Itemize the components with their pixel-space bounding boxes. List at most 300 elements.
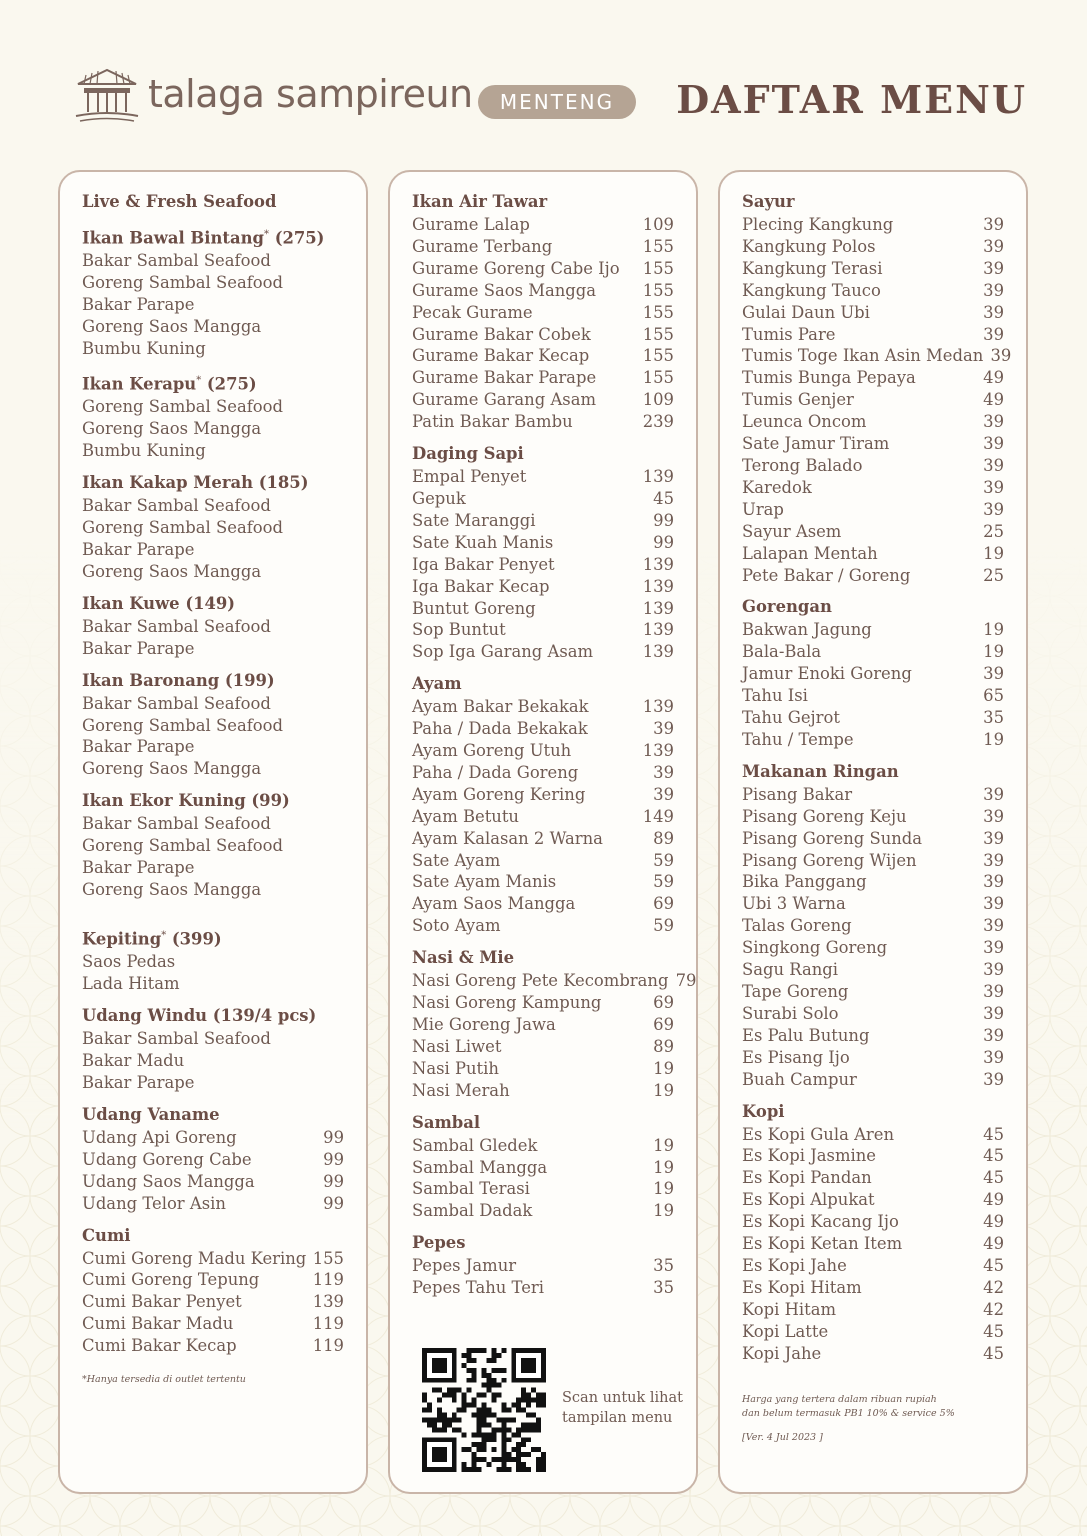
menu-item xyxy=(412,1014,674,1036)
menu-item-price: 35 xyxy=(983,708,1004,728)
menu-item-name: Bakar Sambal Seafood xyxy=(82,693,271,713)
menu-item-name: Es Kopi Hitam xyxy=(742,1277,862,1297)
menu-item xyxy=(412,510,674,532)
menu-item-price: 155 xyxy=(642,368,674,388)
menu-item xyxy=(412,762,674,784)
menu-item-price: 35 xyxy=(653,1278,674,1298)
price-list xyxy=(742,619,1004,750)
menu-item xyxy=(82,294,344,316)
menu-item-price: 39 xyxy=(983,850,1004,870)
menu-item-name: Nasi Merah xyxy=(412,1080,510,1100)
menu-item-price: 49 xyxy=(983,1212,1004,1232)
menu-item xyxy=(742,1145,1004,1167)
menu-item xyxy=(412,1135,674,1157)
menu-item-name: Udang Telor Asin xyxy=(82,1193,226,1213)
section-title: Cumi xyxy=(82,1225,131,1245)
menu-item xyxy=(82,418,344,440)
menu-item-name: Ayam Goreng Utuh xyxy=(412,741,572,761)
section-title: Nasi & Mie xyxy=(412,948,515,968)
menu-item-name: Sate Ayam xyxy=(412,850,501,870)
menu-item-name: Es Kopi Ketan Item xyxy=(742,1234,903,1254)
menu-item xyxy=(82,396,344,418)
menu-item-name: Urap xyxy=(742,499,784,519)
menu-item xyxy=(82,1127,344,1149)
menu-item xyxy=(82,879,344,901)
menu-item xyxy=(742,828,1004,850)
menu-item-name: Tahu / Tempe xyxy=(742,729,854,749)
menu-item-price: 39 xyxy=(983,960,1004,980)
menu-item xyxy=(742,663,1004,685)
menu-item-price: 42 xyxy=(983,1277,1004,1297)
menu-item-price: 39 xyxy=(983,236,1004,256)
menu-item-price: 45 xyxy=(983,1146,1004,1166)
menu-item xyxy=(412,1178,674,1200)
menu-item-price: 39 xyxy=(653,762,674,782)
menu-item xyxy=(82,561,344,583)
menu-item-name: Lada Hitam xyxy=(82,974,180,994)
menu-item-name: Goreng Sambal Seafood xyxy=(82,518,284,538)
menu-item xyxy=(412,740,674,762)
menu-item xyxy=(412,619,674,641)
menu-item xyxy=(742,1124,1004,1146)
menu-item-name: Sate Maranggi xyxy=(412,510,536,530)
menu-item-name: Goreng Sambal Seafood xyxy=(82,397,284,417)
menu-item-price: 39 xyxy=(983,872,1004,892)
price-list xyxy=(412,1255,674,1299)
menu-item xyxy=(82,1291,344,1313)
menu-item-price: 89 xyxy=(653,1036,674,1056)
menu-item xyxy=(742,707,1004,729)
menu-item-name: Plecing Kangkung xyxy=(742,215,894,234)
menu-item-price: 25 xyxy=(983,521,1004,541)
menu-item-name: Goreng Sambal Seafood xyxy=(82,836,284,856)
item-group-title: Ikan Kuwe (149) xyxy=(82,593,236,613)
menu-item-name: Paha / Dada Bekakak xyxy=(412,719,588,739)
menu-item-price: 99 xyxy=(323,1171,344,1191)
menu-item xyxy=(742,214,1004,236)
menu-item-price: 39 xyxy=(983,215,1004,234)
menu-item-name: Goreng Sambal Seafood xyxy=(82,273,284,293)
menu-item-name: Gurame Bakar Parape xyxy=(412,368,597,388)
menu-item xyxy=(412,598,674,620)
menu-item-name: Bakar Parape xyxy=(82,638,195,658)
section-title: Daging Sapi xyxy=(412,444,524,464)
menu-item xyxy=(82,715,344,737)
menu-item-price: 39 xyxy=(990,346,1012,366)
menu-item-price: 149 xyxy=(642,806,674,826)
menu-item-name: Goreng Sambal Seafood xyxy=(82,715,284,735)
price-list xyxy=(742,784,1004,1091)
menu-item xyxy=(742,1047,1004,1069)
menu-item-price: 39 xyxy=(983,1069,1004,1089)
menu-item xyxy=(412,970,697,992)
price-list xyxy=(82,1248,344,1358)
menu-item xyxy=(412,488,674,510)
menu-item-name: Bika Panggang xyxy=(742,872,867,892)
menu-item-price: 39 xyxy=(983,477,1004,497)
price-note: Harga yang tertera dalam ribuan rupiah dan belum termasuk PB1 10% & service 5% xyxy=(742,1393,955,1419)
menu-item-price: 39 xyxy=(983,455,1004,475)
menu-item xyxy=(82,1193,344,1215)
menu-item-name: Ayam Goreng Kering xyxy=(412,784,586,804)
menu-item-name: Gurame Goreng Cabe Ijo xyxy=(412,258,620,278)
menu-item xyxy=(742,1003,1004,1025)
menu-item-price: 89 xyxy=(653,828,674,848)
menu-item-price: 59 xyxy=(653,850,674,870)
menu-item-price: 109 xyxy=(642,215,674,234)
menu-item-name: Sop Iga Garang Asam xyxy=(412,642,594,662)
menu-item-name: Goreng Saos Mangga xyxy=(82,419,262,439)
menu-item-price: 39 xyxy=(983,806,1004,826)
menu-item-name: Lalapan Mentah xyxy=(742,543,878,563)
menu-item-name: Singkong Goreng xyxy=(742,938,888,958)
menu-item xyxy=(82,250,344,272)
menu-item xyxy=(412,258,674,280)
menu-item-price: 45 xyxy=(983,1168,1004,1188)
menu-item xyxy=(82,539,344,561)
menu-item xyxy=(412,1080,674,1102)
menu-item xyxy=(82,758,344,780)
version-label: [Ver. 4 Jul 2023 ] xyxy=(742,1431,823,1443)
menu-item xyxy=(412,236,674,258)
menu-item-price: 49 xyxy=(983,368,1004,388)
menu-item xyxy=(412,324,674,346)
menu-item-name: Sayur Asem xyxy=(742,521,842,541)
menu-item-name: Paha / Dada Goreng xyxy=(412,762,579,782)
menu-item-price: 99 xyxy=(323,1193,344,1213)
menu-item-name: Cumi Bakar Kecap xyxy=(82,1336,237,1356)
menu-item xyxy=(742,1277,1004,1299)
menu-item-name: Leunca Oncom xyxy=(742,412,867,432)
menu-item-price: 139 xyxy=(642,620,674,640)
menu-item-name: Sambal Gledek xyxy=(412,1135,538,1155)
menu-item-name: Pisang Goreng Wijen xyxy=(742,850,917,870)
section-title: Sayur xyxy=(742,192,795,211)
menu-item-price: 239 xyxy=(642,412,674,432)
menu-item xyxy=(412,641,674,663)
menu-item-name: Tahu Isi xyxy=(742,686,808,706)
menu-item-name: Tumis Toge Ikan Asin Medan xyxy=(742,346,984,366)
menu-item xyxy=(82,736,344,758)
menu-item xyxy=(412,718,674,740)
item-group xyxy=(82,250,344,360)
menu-item-name: Tahu Gejrot xyxy=(742,708,840,728)
menu-item-name: Iga Bakar Penyet xyxy=(412,554,555,574)
menu-item-price: 39 xyxy=(983,894,1004,914)
price-list xyxy=(412,214,674,433)
item-group-title: Kepiting* (399) xyxy=(82,929,222,949)
menu-item-name: Es Kopi Gula Aren xyxy=(742,1124,895,1144)
menu-item-name: Bakar Parape xyxy=(82,295,195,315)
menu-item xyxy=(742,280,1004,302)
menu-item-price: 39 xyxy=(983,324,1004,344)
menu-item-name: Ubi 3 Warna xyxy=(742,894,846,914)
menu-item xyxy=(82,1335,344,1357)
menu-item-price: 19 xyxy=(983,543,1004,563)
menu-item-name: Es Kopi Pandan xyxy=(742,1168,872,1188)
menu-item-name: Empal Penyet xyxy=(412,467,527,487)
menu-item xyxy=(412,345,674,367)
menu-item xyxy=(412,1277,674,1299)
menu-item-price: 39 xyxy=(983,982,1004,1001)
menu-item xyxy=(412,784,674,806)
section-title: Sambal xyxy=(412,1112,481,1132)
section-title: Gorengan xyxy=(742,597,832,617)
menu-item-name: Pisang Goreng Keju xyxy=(742,806,907,826)
menu-item xyxy=(412,532,674,554)
item-group-title: Ikan Baronang (199) xyxy=(82,670,275,690)
menu-item xyxy=(412,915,674,937)
item-group xyxy=(82,396,344,462)
menu-item-name: Sambal Mangga xyxy=(412,1157,548,1177)
menu-item xyxy=(412,806,674,828)
menu-item-price: 59 xyxy=(653,872,674,892)
menu-item xyxy=(742,1343,1004,1365)
menu-item-price: 155 xyxy=(642,280,674,300)
brand-name: talaga sampireun xyxy=(148,72,473,116)
menu-item-price: 65 xyxy=(983,686,1004,706)
menu-item-price: 39 xyxy=(983,916,1004,936)
branch-badge: MENTENG xyxy=(478,85,636,119)
menu-item-name: Cumi Bakar Penyet xyxy=(82,1292,242,1312)
menu-item-price: 69 xyxy=(653,993,674,1013)
menu-item xyxy=(82,857,344,879)
menu-item-price: 155 xyxy=(642,346,674,366)
menu-item xyxy=(82,1248,344,1270)
menu-item-name: Bakar Parape xyxy=(82,540,195,559)
menu-item-name: Kopi Hitam xyxy=(742,1299,837,1319)
menu-item xyxy=(82,1149,344,1171)
menu-item xyxy=(742,1299,1004,1321)
menu-item xyxy=(82,616,344,638)
menu-item xyxy=(742,302,1004,324)
menu-item-name: Karedok xyxy=(742,477,812,497)
menu-item-name: Udang Api Goreng xyxy=(82,1127,237,1147)
item-group xyxy=(82,813,344,901)
menu-item-price: 45 xyxy=(983,1255,1004,1275)
menu-item-price: 139 xyxy=(642,741,674,761)
menu-item-price: 39 xyxy=(983,1047,1004,1067)
menu-item xyxy=(742,981,1004,1003)
item-group xyxy=(82,951,344,995)
price-list xyxy=(412,1135,674,1223)
price-list xyxy=(82,1127,344,1215)
item-group xyxy=(82,1028,344,1094)
page-title: DAFTAR MENU xyxy=(676,77,1027,122)
item-group-title: Ikan Kerapu* (275) xyxy=(82,374,257,394)
menu-item xyxy=(412,1058,674,1080)
menu-item-name: Pepes Tahu Teri xyxy=(412,1278,544,1298)
price-list xyxy=(412,970,697,1101)
menu-item xyxy=(82,517,344,539)
menu-item-name: Buntut Goreng xyxy=(412,598,536,618)
item-group-title: Ikan Bawal Bintang* (275) xyxy=(82,228,325,248)
menu-item-price: 39 xyxy=(983,412,1004,432)
menu-item-price: 39 xyxy=(983,664,1004,684)
menu-item xyxy=(412,992,674,1014)
menu-item-price: 39 xyxy=(983,434,1004,454)
menu-item xyxy=(412,466,674,488)
menu-item xyxy=(742,915,1004,937)
item-group xyxy=(82,693,344,781)
menu-item xyxy=(742,729,1004,751)
menu-item-price: 155 xyxy=(642,236,674,256)
menu-item xyxy=(82,951,344,973)
menu-item-price: 109 xyxy=(642,390,674,410)
menu-item xyxy=(412,850,674,872)
menu-item-name: Bumbu Kuning xyxy=(82,441,206,461)
menu-item-name: Tape Goreng xyxy=(742,982,849,1001)
menu-item-price: 139 xyxy=(312,1292,344,1312)
menu-item xyxy=(412,367,674,389)
section-title: Kopi xyxy=(742,1101,785,1121)
menu-item-price: 155 xyxy=(642,302,674,322)
menu-item-name: Gurame Lalap xyxy=(412,215,530,234)
price-list xyxy=(412,696,674,937)
menu-item xyxy=(742,367,1004,389)
menu-item xyxy=(82,1072,344,1094)
menu-item-price: 119 xyxy=(312,1314,344,1334)
menu-item xyxy=(742,685,1004,707)
menu-item xyxy=(82,1171,344,1193)
menu-item-name: Bala-Bala xyxy=(742,642,822,662)
menu-column-mains xyxy=(388,170,698,1494)
menu-item xyxy=(412,696,674,718)
item-group xyxy=(82,495,344,583)
menu-item-name: Es Kopi Jahe xyxy=(742,1255,847,1275)
menu-item xyxy=(82,638,344,660)
menu-item xyxy=(742,499,1004,521)
section-title: Ikan Air Tawar xyxy=(412,192,548,211)
menu-item-price: 139 xyxy=(642,554,674,574)
menu-item-price: 39 xyxy=(653,719,674,739)
menu-item-price: 25 xyxy=(983,565,1004,585)
menu-item xyxy=(82,495,344,517)
menu-item-price: 155 xyxy=(642,324,674,344)
menu-item xyxy=(82,1269,344,1291)
qr-code-icon[interactable] xyxy=(422,1348,546,1472)
menu-item-price: 139 xyxy=(642,697,674,717)
menu-item-price: 79 xyxy=(675,971,697,991)
menu-item-price: 39 xyxy=(983,938,1004,958)
menu-item-name: Pepes Jamur xyxy=(412,1256,517,1276)
menu-item-name: Nasi Goreng Kampung xyxy=(412,993,602,1013)
menu-item xyxy=(412,1157,674,1179)
menu-item xyxy=(82,693,344,715)
menu-item-name: Bumbu Kuning xyxy=(82,339,206,359)
menu-item xyxy=(742,1189,1004,1211)
menu-item-name: Cumi Goreng Madu Kering xyxy=(82,1248,307,1268)
menu-item-price: 139 xyxy=(642,576,674,596)
menu-item xyxy=(82,973,344,995)
menu-item-name: Surabi Solo xyxy=(742,1003,839,1023)
menu-item-price: 139 xyxy=(642,642,674,662)
menu-item-price: 19 xyxy=(653,1201,674,1221)
menu-item-name: Bakar Parape xyxy=(82,737,195,757)
menu-item xyxy=(412,389,674,411)
menu-item xyxy=(742,1167,1004,1189)
menu-item-price: 69 xyxy=(653,894,674,914)
menu-item xyxy=(412,554,674,576)
menu-item-name: Kangkung Terasi xyxy=(742,258,883,278)
menu-item xyxy=(412,214,674,236)
section-title: Live & Fresh Seafood xyxy=(82,192,277,211)
menu-item xyxy=(742,619,1004,641)
menu-item-price: 155 xyxy=(642,258,674,278)
menu-item-name: Gurame Saos Mangga xyxy=(412,280,597,300)
item-group xyxy=(82,616,344,660)
menu-item-name: Sate Jamur Tiram xyxy=(742,434,890,454)
menu-item-price: 19 xyxy=(983,620,1004,640)
menu-item-name: Gulai Daun Ubi xyxy=(742,302,870,322)
menu-item xyxy=(742,477,1004,499)
menu-item-name: Es Pisang Ijo xyxy=(742,1047,850,1067)
item-group-title: Ikan Ekor Kuning (99) xyxy=(82,791,290,811)
menu-item-name: Ayam Kalasan 2 Warna xyxy=(412,828,603,848)
menu-item-name: Ayam Saos Mangga xyxy=(412,894,576,914)
menu-item-name: Pisang Goreng Sunda xyxy=(742,828,923,848)
menu-item-name: Sagu Rangi xyxy=(742,960,839,980)
menu-item-name: Gurame Terbang xyxy=(412,236,553,256)
menu-item xyxy=(412,411,674,433)
item-group-title: Ikan Kakap Merah (185) xyxy=(82,473,309,493)
menu-item xyxy=(412,576,674,598)
menu-item-name: Soto Ayam xyxy=(412,916,501,936)
menu-item-name: Kangkung Tauco xyxy=(742,280,881,300)
price-list xyxy=(412,466,674,663)
menu-item-name: Pisang Bakar xyxy=(742,784,853,804)
price-list xyxy=(742,1124,1004,1365)
menu-item-name: Sambal Dadak xyxy=(412,1201,533,1221)
menu-item-name: Bakar Sambal Seafood xyxy=(82,251,271,271)
menu-column-sides xyxy=(718,170,1028,1494)
menu-item-price: 119 xyxy=(312,1270,344,1290)
price-list xyxy=(742,214,1012,586)
menu-item-price: 19 xyxy=(983,729,1004,749)
menu-item-price: 39 xyxy=(983,280,1004,300)
menu-item-price: 39 xyxy=(983,1003,1004,1023)
menu-item xyxy=(412,871,674,893)
menu-item xyxy=(742,1025,1004,1047)
menu-item-name: Bakar Parape xyxy=(82,1072,195,1092)
menu-item xyxy=(742,850,1004,872)
menu-item-name: Udang Goreng Cabe xyxy=(82,1149,252,1169)
menu-item-price: 39 xyxy=(653,784,674,804)
menu-item xyxy=(82,440,344,462)
menu-item xyxy=(412,1036,674,1058)
menu-item-price: 39 xyxy=(983,499,1004,519)
menu-item-price: 39 xyxy=(983,302,1004,322)
item-group-title: Udang Windu (139/4 pcs) xyxy=(82,1006,317,1026)
menu-item-name: Es Kopi Alpukat xyxy=(742,1190,875,1210)
menu-item-price: 99 xyxy=(653,510,674,530)
menu-item-name: Kopi Latte xyxy=(742,1321,829,1341)
menu-item-price: 99 xyxy=(323,1149,344,1169)
menu-item xyxy=(412,302,674,324)
menu-item xyxy=(742,871,1004,893)
menu-item xyxy=(82,1050,344,1072)
menu-item-name: Pete Bakar / Goreng xyxy=(742,565,911,585)
menu-item-name: Bakar Sambal Seafood xyxy=(82,496,271,516)
menu-item-name: Ayam Betutu xyxy=(412,806,519,826)
menu-item xyxy=(742,893,1004,915)
menu-item xyxy=(82,338,344,360)
menu-item-name: Goreng Saos Mangga xyxy=(82,879,262,899)
menu-item-name: Gepuk xyxy=(412,488,466,508)
menu-item-price: 19 xyxy=(653,1058,674,1078)
menu-item xyxy=(742,411,1004,433)
menu-item xyxy=(742,1233,1004,1255)
